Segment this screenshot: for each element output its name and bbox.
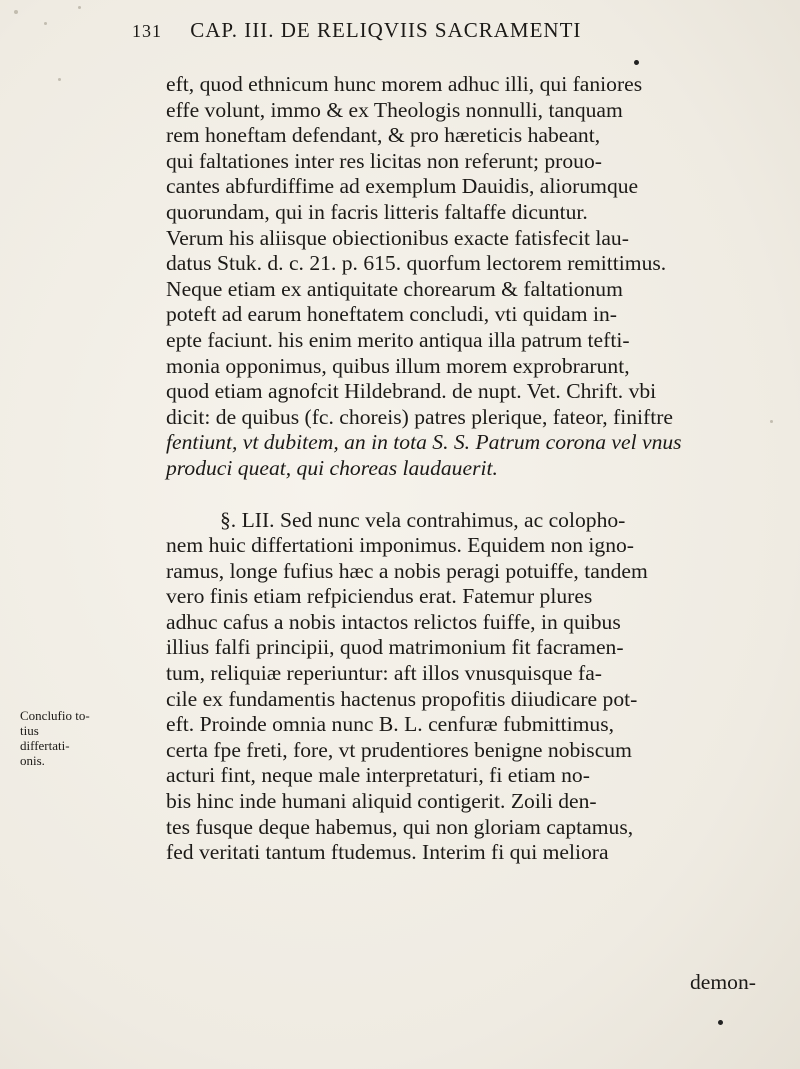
text-line: cile ex fundamentis hactenus propofitis diiudicare pot- [166, 686, 638, 711]
main-text [166, 72, 756, 866]
ink-dot [634, 60, 639, 65]
text-line: §. LII. Sed nunc vela contrahimus, ac colopho- [220, 507, 626, 532]
text-line-italic: fentiunt, vt dubitem, an in tota S. S. Patrum corona vel vnus [166, 430, 682, 455]
text-line-italic: produci queat, qui choreas laudauerit. [166, 455, 498, 480]
text-line: epte faciunt. his enim merito antiqua illa patrum tefti- [166, 327, 630, 352]
text-line: eft. Proinde omnia nunc B. L. cenfuræ fubmittimus, [166, 712, 614, 737]
text-line: datus Stuk. d. c. 21. p. 615. quorfum lectorem remittimus. [166, 251, 667, 276]
margin-note-line: onis. [20, 753, 45, 768]
text-line: poteft ad earum honeftatem concludi, vti quidam in- [166, 302, 617, 327]
paper-fleck [44, 22, 47, 25]
text-line: nem huic differtationi imponimus. Equidem non igno- [166, 533, 634, 558]
paper-fleck [58, 78, 61, 81]
paragraph-1 [166, 72, 756, 482]
text-line: fed veritati tantum ftudemus. Interim fi qui meliora [166, 840, 609, 865]
text-line: tes fusque deque habemus, qui non gloriam captamus, [166, 814, 634, 839]
paper-fleck [78, 6, 81, 9]
catchword: demon- [690, 970, 756, 994]
text-line: qui faltationes inter res licitas non referunt; prouo- [166, 148, 602, 173]
text-line: adhuc cafus a nobis intactos relictos fuiffe, in quibus [166, 609, 621, 634]
text-line: effe volunt, immo & ex Theologis nonnulli, tanquam [166, 97, 623, 122]
text-line: certa fpe freti, fore, vt prudentiores benigne nobiscum [166, 737, 632, 762]
margin-note [20, 708, 90, 768]
text-line: tum, reliquiæ reperiuntur: aft illos vnusquisque fa- [166, 661, 602, 686]
paper-fleck [770, 420, 773, 423]
text-line: acturi fint, neque male interpretaturi, fi etiam no- [166, 763, 590, 788]
text-line: cantes abfurdiffime ad exemplum Dauidis, aliorumque [166, 174, 639, 199]
text-line: ramus, longe fufius hæc a nobis peragi potuiffe, tandem [166, 558, 648, 583]
text-line: quorundam, qui in facris litteris faltaffe dicuntur. [166, 199, 588, 224]
text-line: eft, quod ethnicum hunc morem adhuc illi, qui faniores [166, 72, 643, 96]
margin-note-line: tius differtati- [20, 723, 70, 753]
running-header [132, 18, 692, 52]
header-title: CAP. III. DE RELIQVIIS SACRAMENTI [190, 18, 582, 42]
text-line: bis hinc inde humani aliquid contigerit. Zoili den- [166, 789, 597, 814]
margin-note-line: Conclufio to- [20, 708, 90, 723]
text-line: illius falfi principii, quod matrimonium fit facramen- [166, 635, 624, 660]
text-line: rem honeftam defendant, & pro hæreticis habeant, [166, 123, 601, 148]
paragraph-2 [166, 508, 756, 866]
page-number: 131 [132, 21, 162, 41]
text-line: dicit: de quibus (fc. choreis) patres plerique, fateor, finiftre [166, 404, 673, 429]
text-line: monia opponimus, quibus illum morem exprobrarunt, [166, 353, 630, 378]
ink-dot [718, 1020, 723, 1025]
text-line: Verum his aliisque obiectionibus exacte fatisfecit lau- [166, 225, 629, 250]
text-line: Neque etiam ex antiquitate chorearum & faltationum [166, 276, 623, 301]
text-line: vero finis etiam refpiciendus erat. Fatemur plures [166, 584, 593, 609]
paper-fleck [14, 10, 18, 14]
text-line: quod etiam agnofcit Hildebrand. de nupt. Vet. Chrift. vbi [166, 379, 657, 404]
